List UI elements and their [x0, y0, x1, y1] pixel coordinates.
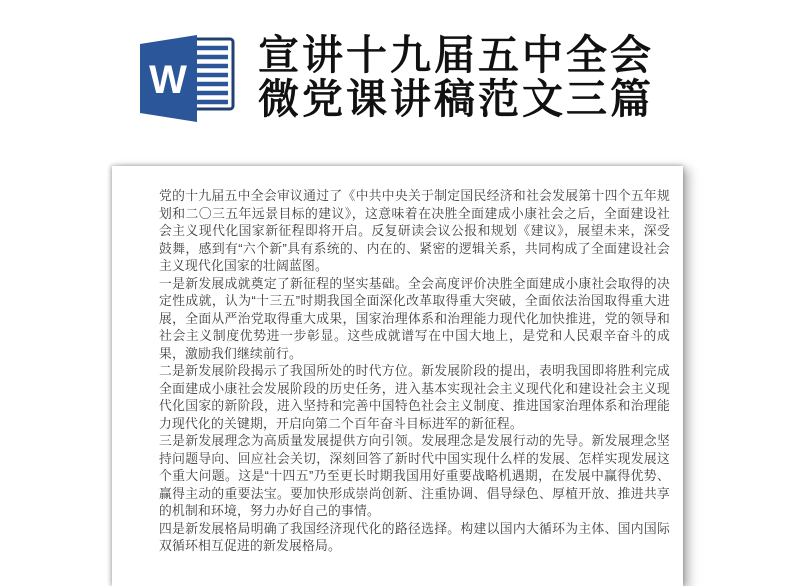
word-icon-letter: W: [149, 58, 187, 102]
document-paragraph: 党的十九届五中全会审议通过了《中共中央关于制定国民经济和社会发展第十四个五年规划和二〇三五年远景目标的建议》，这意味着在决胜全面建成小康社会之后，全面建设社会主义现代化国家新征程即将开启。反复研读会议公报和规划《建议》，展望未来，深受鼓舞，感到有“六个新”具有系统的、内在的、紧密的逻辑关系，共同构成了全面建设社会主义现代化国家的壮阔蓝图。: [159, 188, 670, 273]
word-document-icon: [140, 35, 237, 122]
document-paragraph: 一是新发展成就奠定了新征程的坚实基础。全会高度评价决胜全面建成小康社会取得的决定性成就，认为“十三五”时期我国全面深化改革取得重大突破，全面依法治国取得重大进展，全面从严治党取得重大成果，国家治理体系和治理能力现代化加快推进，党的领导和社会主义制度优势进一步彰显。这些成就谱写在中国大地上，是党和人民艰辛奋斗的成果，激励我们继续前行。: [159, 275, 670, 361]
document-page: [112, 166, 683, 586]
document-paragraph: 二是新发展阶段揭示了我国所处的时代方位。新发展阶段的提出，表明我国即将胜利完成全面建成小康社会发展阶段的历史任务，进入基本实现社会主义现代化和建设社会主义现代化国家的新阶段，进入坚持和完善中国特色社会主义制度、推进国家治理体系和治理能力现代化的关键期，开启向第二个百年奋斗目标进军的新征程。: [159, 363, 670, 431]
document-paragraph-clipped: 四是新发展格局明确了我国经济现代化的路径选择。构建以国内大循环为主体、国内国际双循环相互促进的新发展格局。: [159, 520, 670, 553]
document-header: [0, 0, 800, 160]
document-paragraph: 三是新发展理念为高质量发展提供方向引领。发展理念是发展行动的先导。新发展理念坚持问题导向、回应社会关切，深刻回答了新时代中国实现什么样的发展、怎样实现发展这个重大问题。这是“十四五”乃至更长时期我国用好重要战略机遇期，在发展中赢得优势、赢得主动的重要法宝。要加快形成崇尚创新、注重协调、倡导绿色、厚植开放、推进共享的机制和环境，努力办好自己的事情。: [159, 433, 670, 518]
page-title: [258, 33, 654, 121]
page-title-line2: 微党课讲稿范文三篇: [258, 76, 654, 122]
page-title-line1: 宣讲十九届五中全会: [258, 32, 654, 78]
